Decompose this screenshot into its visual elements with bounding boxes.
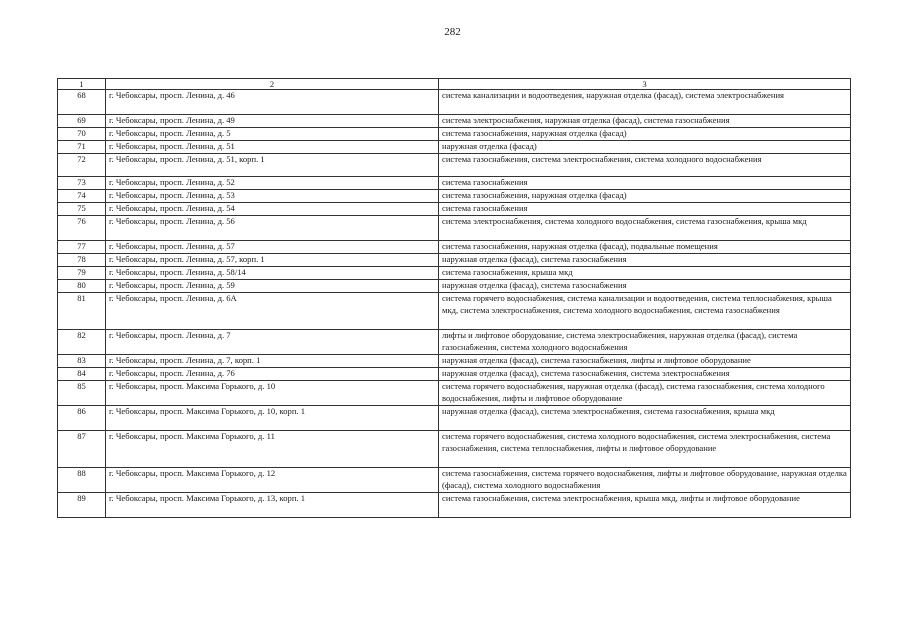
row-address: г. Чебоксары, просп. Ленина, д. 52 <box>106 177 439 190</box>
row-systems: лифты и лифтовое оборудование, система электроснабжения, наружная отделка (фасад), система газоснабжения, система холодного водоснабжения <box>439 330 851 355</box>
table-row <box>58 493 851 518</box>
column-header-3: 3 <box>439 79 851 90</box>
row-systems: система газоснабжения <box>439 203 851 216</box>
row-systems: система электроснабжения, система холодного водоснабжения, система газоснабжения, крыша мкд <box>439 216 851 241</box>
table-row <box>58 468 851 493</box>
row-systems: наружная отделка (фасад) <box>439 141 851 154</box>
table-row <box>58 90 851 115</box>
table-row <box>58 431 851 468</box>
row-address: г. Чебоксары, просп. Максима Горького, д. 11 <box>106 431 439 468</box>
row-number: 89 <box>58 493 106 518</box>
column-header-2: 2 <box>106 79 439 90</box>
row-number: 72 <box>58 154 106 177</box>
row-address: г. Чебоксары, просп. Ленина, д. 59 <box>106 280 439 293</box>
row-address: г. Чебоксары, просп. Ленина, д. 7 <box>106 330 439 355</box>
page-number: 282 <box>444 26 461 38</box>
table-row <box>58 280 851 293</box>
row-number: 77 <box>58 241 106 254</box>
row-systems: система газоснабжения, наружная отделка (фасад) <box>439 190 851 203</box>
table-row <box>58 115 851 128</box>
row-address: г. Чебоксары, просп. Ленина, д. 7, корп. 1 <box>106 355 439 368</box>
row-number: 70 <box>58 128 106 141</box>
table-row <box>58 330 851 355</box>
table-row <box>58 381 851 406</box>
row-number: 75 <box>58 203 106 216</box>
row-systems: система газоснабжения, наружная отделка (фасад), подвальные помещения <box>439 241 851 254</box>
row-systems: наружная отделка (фасад), система электроснабжения, система газоснабжения, крыша мкд <box>439 406 851 431</box>
table-row <box>58 406 851 431</box>
row-address: г. Чебоксары, просп. Ленина, д. 6А <box>106 293 439 330</box>
row-address: г. Чебоксары, просп. Ленина, д. 56 <box>106 216 439 241</box>
row-systems: система газоснабжения, крыша мкд <box>439 267 851 280</box>
column-header-1: 1 <box>58 79 106 90</box>
row-systems: система газоснабжения, система электроснабжения, крыша мкд, лифты и лифтовое оборудование <box>439 493 851 518</box>
row-address: г. Чебоксары, просп. Максима Горького, д. 10 <box>106 381 439 406</box>
table-row <box>58 154 851 177</box>
row-systems: система горячего водоснабжения, наружная отделка (фасад), система газоснабжения, система холодного водоснабжения, лифты и лифтовое оборудование <box>439 381 851 406</box>
table-row <box>58 267 851 280</box>
row-number: 79 <box>58 267 106 280</box>
row-address: г. Чебоксары, просп. Ленина, д. 76 <box>106 368 439 381</box>
row-address: г. Чебоксары, просп. Ленина, д. 58/14 <box>106 267 439 280</box>
row-number: 78 <box>58 254 106 267</box>
row-address: г. Чебоксары, просп. Ленина, д. 57, корп. 1 <box>106 254 439 267</box>
row-number: 87 <box>58 431 106 468</box>
row-number: 83 <box>58 355 106 368</box>
table-row <box>58 355 851 368</box>
table-header-row <box>58 79 851 90</box>
row-number: 81 <box>58 293 106 330</box>
row-address: г. Чебоксары, просп. Ленина, д. 46 <box>106 90 439 115</box>
row-address: г. Чебоксары, просп. Ленина, д. 49 <box>106 115 439 128</box>
row-systems: система газоснабжения, система электроснабжения, система холодного водоснабжения <box>439 154 851 177</box>
row-systems: система газоснабжения <box>439 177 851 190</box>
table-row <box>58 128 851 141</box>
row-address: г. Чебоксары, просп. Ленина, д. 51 <box>106 141 439 154</box>
row-systems: система газоснабжения, наружная отделка (фасад) <box>439 128 851 141</box>
row-systems: наружная отделка (фасад), система газоснабжения <box>439 254 851 267</box>
row-address: г. Чебоксары, просп. Максима Горького, д. 13, корп. 1 <box>106 493 439 518</box>
row-systems: наружная отделка (фасад), система газоснабжения, лифты и лифтовое оборудование <box>439 355 851 368</box>
row-systems: наружная отделка (фасад), система газоснабжения, система электроснабжения <box>439 368 851 381</box>
row-address: г. Чебоксары, просп. Ленина, д. 57 <box>106 241 439 254</box>
table-row <box>58 203 851 216</box>
table-row <box>58 216 851 241</box>
table-row <box>58 190 851 203</box>
row-number: 68 <box>58 90 106 115</box>
row-address: г. Чебоксары, просп. Максима Горького, д. 10, корп. 1 <box>106 406 439 431</box>
row-address: г. Чебоксары, просп. Максима Горького, д. 12 <box>106 468 439 493</box>
row-systems: система канализации и водоотведения, наружная отделка (фасад), система электроснабжения <box>439 90 851 115</box>
row-number: 74 <box>58 190 106 203</box>
row-number: 85 <box>58 381 106 406</box>
buildings-table <box>57 78 851 518</box>
row-number: 80 <box>58 280 106 293</box>
row-address: г. Чебоксары, просп. Ленина, д. 5 <box>106 128 439 141</box>
table-row <box>58 141 851 154</box>
row-systems: система электроснабжения, наружная отделка (фасад), система газоснабжения <box>439 115 851 128</box>
table-row <box>58 241 851 254</box>
row-number: 82 <box>58 330 106 355</box>
table-row <box>58 293 851 330</box>
row-number: 76 <box>58 216 106 241</box>
row-address: г. Чебоксары, просп. Ленина, д. 54 <box>106 203 439 216</box>
row-number: 88 <box>58 468 106 493</box>
row-number: 73 <box>58 177 106 190</box>
row-address: г. Чебоксары, просп. Ленина, д. 53 <box>106 190 439 203</box>
row-number: 69 <box>58 115 106 128</box>
row-systems: наружная отделка (фасад), система газоснабжения <box>439 280 851 293</box>
table-row <box>58 254 851 267</box>
row-address: г. Чебоксары, просп. Ленина, д. 51, корп. 1 <box>106 154 439 177</box>
row-systems: система горячего водоснабжения, система канализации и водоотведения, система теплоснабжения, крыша мкд, система электроснабжения, система холодного водоснабжения, система газоснабжения <box>439 293 851 330</box>
row-number: 86 <box>58 406 106 431</box>
row-systems: система горячего водоснабжения, система холодного водоснабжения, система электроснабжения, система газоснабжения, система теплоснабжения, лифты и лифтовое оборудование <box>439 431 851 468</box>
table-row <box>58 368 851 381</box>
row-number: 84 <box>58 368 106 381</box>
row-systems: система газоснабжения, система горячего водоснабжения, лифты и лифтовое оборудование, наружная отделка (фасад), система холодного водоснабжения <box>439 468 851 493</box>
row-number: 71 <box>58 141 106 154</box>
table-row <box>58 177 851 190</box>
